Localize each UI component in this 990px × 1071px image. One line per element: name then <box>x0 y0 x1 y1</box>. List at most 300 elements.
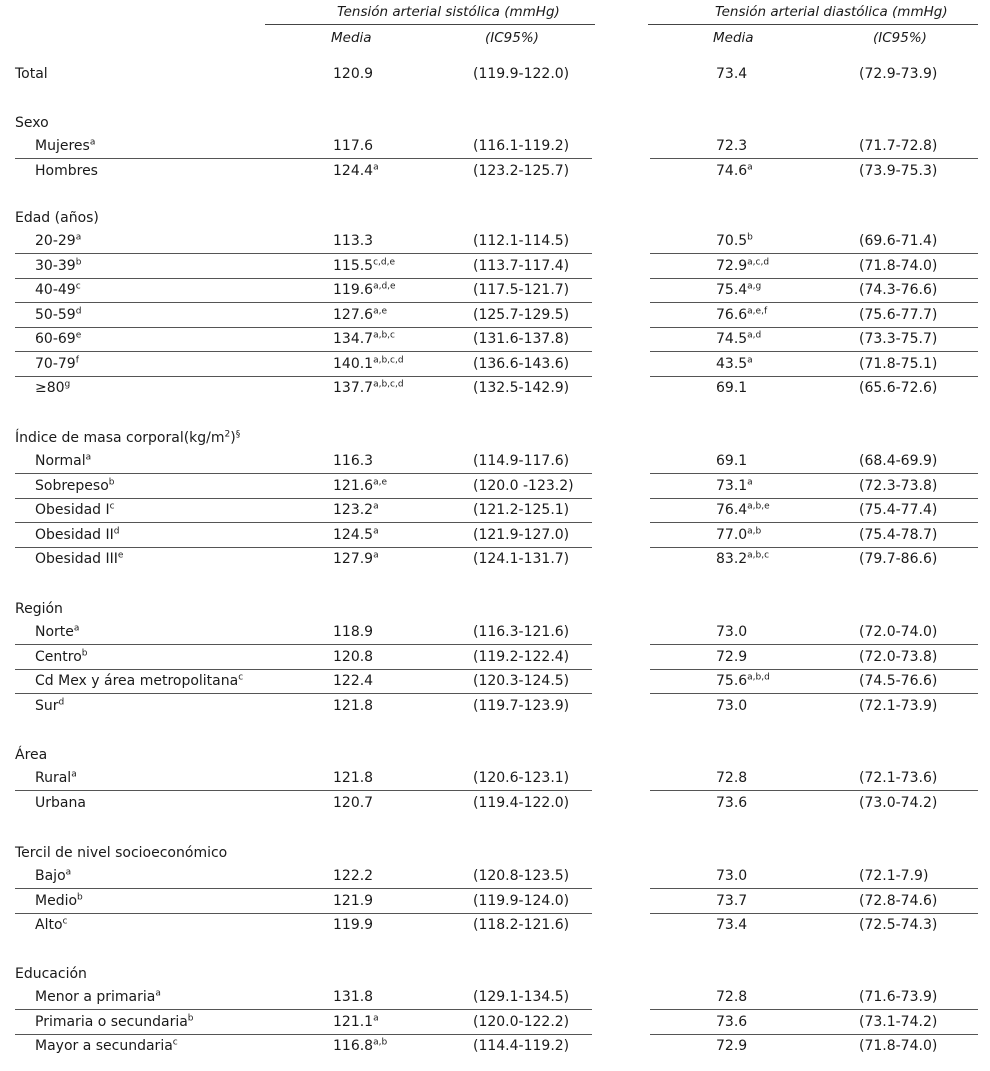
diastolic-mean-text: 75.4 <box>716 282 748 298</box>
systolic-header-rule <box>265 24 595 25</box>
systolic-ci-text: (120.6-123.1) <box>473 770 570 786</box>
diastolic-mean-text: 73.1 <box>716 477 748 494</box>
systolic-mean <box>333 913 373 937</box>
systolic-mean-superscript: a <box>373 161 379 172</box>
diastolic-mean <box>716 669 770 693</box>
table-row <box>0 547 990 571</box>
diastolic-ci-text: (73.1-74.2) <box>859 1013 938 1030</box>
systolic-ci-text: (112.1-114.5) <box>473 233 570 249</box>
table-row <box>0 1034 990 1058</box>
systolic-mean <box>333 303 387 327</box>
row-label-text: Obesidad I <box>35 502 110 518</box>
systolic-ci <box>473 134 569 158</box>
diastolic-ci <box>859 229 937 253</box>
group-title-mark: § <box>235 429 241 440</box>
systolic-ci <box>473 913 569 937</box>
systolic-mean <box>333 620 373 644</box>
systolic-ci <box>473 449 569 473</box>
diastolic-mean <box>716 889 747 913</box>
diastolic-ci-text: (73.9-75.3) <box>859 162 938 179</box>
group-title-label <box>15 962 87 986</box>
diastolic-ci <box>859 254 937 278</box>
row-label-text: 60-69 <box>35 331 76 347</box>
systolic-mean-superscript: a <box>373 550 379 561</box>
row-label-text: Menor a primaria <box>35 989 156 1005</box>
group-title-label <box>15 426 240 450</box>
table-row <box>0 694 990 718</box>
systolic-mean-text: 127.9 <box>333 551 374 567</box>
row-label-text: Mujeres <box>35 138 90 154</box>
row-label-text: Hombres <box>35 162 98 179</box>
systolic-mean <box>333 254 395 278</box>
diastolic-mean-superscript: a,c,d <box>747 256 770 267</box>
diastolic-ci-text: (68.4-69.9) <box>859 453 938 469</box>
systolic-mean-text: 113.3 <box>333 233 374 249</box>
diastolic-mean-text: 83.2 <box>716 551 748 567</box>
diastolic-ci-text: (74.3-76.6) <box>859 282 938 298</box>
diastolic-ci-text: (73.0-74.2) <box>859 794 938 811</box>
systolic-ci-text: (119.9-124.0) <box>473 892 570 909</box>
diastolic-mean-text: 76.6 <box>716 306 748 323</box>
diastolic-ci-text: (72.1-73.6) <box>859 770 938 786</box>
diastolic-mean <box>716 254 769 278</box>
systolic-ci <box>473 498 569 522</box>
diastolic-mean <box>716 159 753 183</box>
diastolic-ci-text: (79.7-86.6) <box>859 551 938 567</box>
systolic-ci <box>473 376 569 400</box>
diastolic-mean-text: 76.4 <box>716 502 748 518</box>
diastolic-ci <box>859 913 937 937</box>
row-label-text: 70-79 <box>35 355 76 372</box>
systolic-mean <box>333 449 373 473</box>
systolic-ci <box>473 159 569 183</box>
row-label: Total <box>15 66 48 82</box>
row-label-text: Sobrepeso <box>35 477 109 494</box>
row-label <box>35 498 115 522</box>
group-title <box>0 597 990 621</box>
diastolic-ci-text: (72.0-74.0) <box>859 624 938 640</box>
systolic-mean-text: 121.8 <box>333 770 374 786</box>
systolic-ci-text: (116.1-119.2) <box>473 138 570 154</box>
systolic-ci <box>473 766 569 790</box>
diastolic-ci-text: (71.7-72.8) <box>859 138 938 154</box>
row-label-superscript: b <box>77 891 83 902</box>
diastolic-mean <box>716 474 753 498</box>
systolic-mean <box>333 645 373 669</box>
systolic-ci-text: (121.2-125.1) <box>473 502 570 518</box>
diastolic-mean-text: 73.0 <box>716 697 748 714</box>
diastolic-ci <box>859 766 937 790</box>
systolic-ci-text: (132.5-142.9) <box>473 380 570 396</box>
diastolic-ci-text: (72.3-73.8) <box>859 477 938 494</box>
table-row <box>0 376 990 400</box>
diastolic-ci <box>859 864 928 888</box>
systolic-mean-text: 121.8 <box>333 697 374 714</box>
row-label-superscript: f <box>75 354 79 365</box>
diastolic-ci <box>859 449 937 473</box>
systolic-ci-text: (131.6-137.8) <box>473 331 570 347</box>
systolic-mean-text: 134.7 <box>333 331 374 347</box>
systolic-mean <box>333 985 373 1009</box>
systolic-mean-text: 124.4 <box>333 162 374 179</box>
diastolic-mean <box>716 327 761 351</box>
diastolic-mean <box>716 1034 747 1058</box>
table-row <box>0 864 990 888</box>
group-title-label <box>15 743 47 767</box>
table-row <box>0 669 990 693</box>
systolic-ci <box>473 352 569 376</box>
diastolic-mean <box>716 498 770 522</box>
row-label <box>35 889 83 913</box>
systolic-mean-text: 127.6 <box>333 306 374 323</box>
row-label-text: Centro <box>35 648 82 665</box>
systolic-mean <box>333 327 395 351</box>
systolic-mean <box>333 523 379 547</box>
diastolic-mean-text: 77.0 <box>716 526 748 543</box>
diastolic-mean-superscript: a <box>747 354 753 365</box>
systolic-mean <box>333 376 404 400</box>
systolic-mean-text: 117.6 <box>333 138 374 154</box>
systolic-mean-text: 119.9 <box>333 917 374 933</box>
systolic-ci-text: (119.7-123.9) <box>473 697 570 714</box>
group-title-label <box>15 597 63 621</box>
table-row <box>0 645 990 669</box>
systolic-mean-superscript: a,b,c <box>373 330 395 341</box>
diastolic-ci-text: (71.6-73.9) <box>859 989 938 1005</box>
row-label-text: Mayor a secundaria <box>35 1038 173 1054</box>
group-title-tail: ) <box>230 430 236 446</box>
diastolic-mean-text: 73.7 <box>716 892 748 909</box>
systolic-mean <box>333 889 373 913</box>
diastolic-ci-header: (IC95%) <box>873 30 927 46</box>
systolic-ci <box>473 620 569 644</box>
group-title-label <box>15 111 49 135</box>
diastolic-ci-text: (73.3-75.7) <box>859 331 938 347</box>
diastolic-mean <box>716 645 747 669</box>
table-row <box>0 791 990 815</box>
row-label <box>35 278 81 302</box>
systolic-ci-header: (IC95%) <box>485 30 539 46</box>
diastolic-mean <box>716 376 747 400</box>
diastolic-mean-superscript: a,g <box>747 281 762 292</box>
row-label <box>35 864 71 888</box>
table-row <box>0 159 990 183</box>
systolic-ci <box>473 523 569 547</box>
systolic-mean-text: 131.8 <box>333 989 374 1005</box>
systolic-mean-text: 122.4 <box>333 673 374 689</box>
diastolic-mean-superscript: a,e,f <box>747 305 768 316</box>
diastolic-mean-text: 73.6 <box>716 1013 748 1030</box>
systolic-mean-text: 118.9 <box>333 624 374 640</box>
systolic-ci <box>473 474 574 498</box>
diastolic-mean <box>716 1010 747 1034</box>
group-title-label-text: Tercil de nivel socioeconómico <box>15 845 228 861</box>
diastolic-mean <box>716 229 753 253</box>
systolic-mean-text: 124.5 <box>333 526 374 543</box>
table-row <box>0 889 990 913</box>
diastolic-ci <box>859 376 937 400</box>
row-label <box>35 254 81 278</box>
systolic-mean <box>333 669 373 693</box>
row-label-text: Obesidad III <box>35 551 118 567</box>
systolic-ci-text: (120.0 -123.2) <box>473 477 574 494</box>
group-title-label-text: Educación <box>15 966 87 982</box>
systolic-mean-superscript: a <box>373 1012 379 1023</box>
diastolic-ci <box>859 327 937 351</box>
systolic-mean-superscript: a <box>373 501 379 512</box>
systolic-ci-text: (114.9-117.6) <box>473 453 570 469</box>
table-row <box>0 1010 990 1034</box>
systolic-mean <box>333 498 379 522</box>
row-label <box>35 449 91 473</box>
diastolic-mean <box>716 864 747 888</box>
row-label-superscript: e <box>117 550 124 561</box>
table-row <box>0 229 990 253</box>
systolic-ci-text: (119.2-122.4) <box>473 648 570 665</box>
systolic-ci-text: (120.3-124.5) <box>473 673 570 689</box>
row-label <box>35 547 123 571</box>
table-row <box>0 498 990 522</box>
diastolic-ci-text: (74.5-76.6) <box>859 673 938 689</box>
table-row <box>0 278 990 302</box>
diastolic-header-rule <box>648 24 978 25</box>
row-label-superscript: a <box>71 769 77 780</box>
group-title-label-text: Índice de masa corporal(kg/m <box>15 430 225 446</box>
systolic-mean <box>333 134 373 158</box>
table-row <box>0 620 990 644</box>
row-label-text: Sur <box>35 697 59 714</box>
diastolic-mean-text: 69.1 <box>716 380 748 396</box>
systolic-mean <box>333 352 404 376</box>
diastolic-ci <box>859 303 937 327</box>
diastolic-mean-text: 73.0 <box>716 624 748 640</box>
diastolic-mean-text: 75.6 <box>716 673 748 689</box>
systolic-mean-superscript: a,b <box>373 1037 388 1048</box>
diastolic-ci-text: (75.4-78.7) <box>859 526 938 543</box>
row-label-text: Primaria o secundaria <box>35 1013 188 1030</box>
diastolic-ci-text: (71.8-74.0) <box>859 257 938 274</box>
systolic-mean-superscript: a,d,e <box>373 281 396 292</box>
table-row <box>0 352 990 376</box>
table-row <box>0 327 990 351</box>
row-label <box>35 1010 194 1034</box>
diastolic-mean <box>716 694 747 718</box>
diastolic-mean <box>716 985 747 1009</box>
table-row <box>0 985 990 1009</box>
table-row <box>0 134 990 158</box>
diastolic-mean <box>716 352 753 376</box>
systolic-mean-text: 116.8 <box>333 1038 374 1054</box>
diastolic-mean <box>716 791 747 815</box>
diastolic-mean-text: 72.3 <box>716 138 748 154</box>
table-row <box>0 303 990 327</box>
systolic-mean-superscript: a,b,c,d <box>373 379 404 390</box>
diastolic-mean <box>716 278 761 302</box>
systolic-mean-text: 120.8 <box>333 648 374 665</box>
systolic-ci <box>473 889 569 913</box>
diastolic-mean-superscript: a <box>747 476 753 487</box>
diastolic-ci: (72.9-73.9) <box>859 66 938 82</box>
row-label-text: Cd Mex y área metropolitana <box>35 673 239 689</box>
group-title <box>0 962 990 986</box>
systolic-mean-superscript: a,e <box>373 305 388 316</box>
diastolic-ci <box>859 523 937 547</box>
systolic-mean-text: 137.7 <box>333 380 374 396</box>
systolic-ci-text: (117.5-121.7) <box>473 282 570 298</box>
group-title-label-text: Área <box>15 747 48 763</box>
diastolic-mean-superscript: a,d <box>747 330 762 341</box>
systolic-mean <box>333 791 373 815</box>
diastolic-ci-text: (72.0-73.8) <box>859 648 938 665</box>
group-title <box>0 111 990 135</box>
diastolic-mean-text: 73.6 <box>716 794 748 811</box>
systolic-ci <box>473 303 569 327</box>
row-label-superscript: a <box>89 137 96 148</box>
row-label-superscript: a <box>85 452 92 463</box>
diastolic-ci-text: (72.1-7.9) <box>859 868 929 884</box>
diastolic-ci <box>859 474 937 498</box>
systolic-ci-text: (113.7-117.4) <box>473 257 570 274</box>
diastolic-mean-superscript: a <box>747 161 753 172</box>
row-label-superscript: d <box>113 525 120 536</box>
systolic-ci-text: (125.7-129.5) <box>473 306 570 323</box>
row-label-text: Urbana <box>35 794 86 811</box>
systolic-mean-superscript: c,d,e <box>373 256 396 267</box>
systolic-mean-text: 115.5 <box>333 257 374 274</box>
systolic-mean-text: 122.2 <box>333 868 374 884</box>
diastolic-ci-text: (75.4-77.4) <box>859 502 938 518</box>
group-title-label-superscript: 2 <box>224 429 231 440</box>
group-title <box>0 206 990 230</box>
diastolic-ci <box>859 669 937 693</box>
diastolic-ci <box>859 889 937 913</box>
group-title-label <box>15 206 99 230</box>
diastolic-ci <box>859 694 937 718</box>
row-label-superscript: c <box>238 672 244 683</box>
row-label-superscript: c <box>62 916 68 927</box>
systolic-mean <box>333 229 373 253</box>
row-label-superscript: c <box>109 501 115 512</box>
diastolic-mean-header: Media <box>713 30 754 46</box>
table-row <box>0 913 990 937</box>
row-label-superscript: b <box>75 256 82 267</box>
row-label-superscript: b <box>81 647 88 658</box>
diastolic-mean-text: 72.8 <box>716 770 748 786</box>
systolic-mean-superscript: a,b,c,d <box>373 354 404 365</box>
systolic-ci-text: (123.2-125.7) <box>473 162 570 179</box>
systolic-mean <box>333 694 373 718</box>
row-label-text: 30-39 <box>35 257 76 274</box>
row-label <box>35 645 87 669</box>
diastolic-ci <box>859 620 937 644</box>
systolic-mean: 120.9 <box>333 66 374 82</box>
diastolic-ci-text: (75.6-77.7) <box>859 306 938 323</box>
diastolic-mean <box>716 766 747 790</box>
systolic-mean-text: 121.9 <box>333 892 374 909</box>
diastolic-mean-text: 72.9 <box>716 1038 748 1054</box>
systolic-mean-header: Media <box>331 30 372 46</box>
diastolic-mean <box>716 547 769 571</box>
systolic-ci: (119.9-122.0) <box>473 66 570 82</box>
diastolic-ci <box>859 352 937 376</box>
diastolic-mean-superscript: a,b,c <box>747 550 770 561</box>
row-label <box>35 352 79 376</box>
systolic-mean <box>333 474 387 498</box>
diastolic-mean <box>716 523 761 547</box>
group-title-label-text: Edad (años) <box>15 210 99 226</box>
table-row <box>0 254 990 278</box>
diastolic-mean-text: 72.8 <box>716 989 748 1005</box>
systolic-ci <box>473 694 569 718</box>
row-label <box>35 229 81 253</box>
systolic-mean-text: 121.1 <box>333 1013 374 1030</box>
systolic-mean-superscript: a <box>373 525 379 536</box>
diastolic-ci-text: (69.6-71.4) <box>859 233 938 249</box>
group-title <box>0 743 990 767</box>
diastolic-ci <box>859 547 937 571</box>
row-label-superscript: b <box>108 476 115 487</box>
diastolic-mean-superscript: a,b,d <box>747 672 770 683</box>
diastolic-mean <box>716 620 747 644</box>
diastolic-mean <box>716 303 767 327</box>
diastolic-ci-text: (71.8-75.1) <box>859 355 938 372</box>
total-row <box>0 62 990 86</box>
row-label-superscript: e <box>75 330 82 341</box>
systolic-ci-text: (120.8-123.5) <box>473 868 570 884</box>
row-label-superscript: d <box>75 305 82 316</box>
systolic-ci <box>473 985 569 1009</box>
row-label-superscript: a <box>65 867 72 878</box>
systolic-mean-text: 116.3 <box>333 453 374 469</box>
row-label-text: ≥80 <box>35 380 65 396</box>
diastolic-ci <box>859 159 937 183</box>
diastolic-mean: 73.4 <box>716 66 748 82</box>
diastolic-mean <box>716 134 747 158</box>
diastolic-mean <box>716 449 747 473</box>
systolic-ci <box>473 1010 569 1034</box>
row-label-superscript: c <box>75 281 81 292</box>
row-label <box>35 791 86 815</box>
row-label <box>35 1034 178 1058</box>
row-label-text: Norte <box>35 624 74 640</box>
row-label-text: 50-59 <box>35 306 76 323</box>
diastolic-header: Tensión arterial diastólica (mmHg) <box>715 4 948 20</box>
diastolic-mean-superscript: b <box>747 232 753 243</box>
systolic-ci-text: (121.9-127.0) <box>473 526 570 543</box>
row-label-superscript: d <box>58 696 65 707</box>
systolic-ci <box>473 547 569 571</box>
row-label <box>35 985 161 1009</box>
diastolic-ci <box>859 278 937 302</box>
row-label <box>35 134 95 158</box>
table-row <box>0 449 990 473</box>
row-label <box>35 523 119 547</box>
diastolic-ci <box>859 645 937 669</box>
row-label-superscript: c <box>172 1037 178 1048</box>
group-title <box>0 426 990 450</box>
diastolic-mean-superscript: a,b <box>747 525 762 536</box>
diastolic-ci <box>859 791 937 815</box>
row-label <box>35 474 114 498</box>
systolic-mean <box>333 1010 379 1034</box>
systolic-mean-text: 140.1 <box>333 355 374 372</box>
group-title <box>0 841 990 865</box>
diastolic-ci-text: (65.6-72.6) <box>859 380 938 396</box>
table-row <box>0 766 990 790</box>
row-label <box>35 376 70 400</box>
systolic-ci <box>473 791 569 815</box>
systolic-ci <box>473 278 569 302</box>
